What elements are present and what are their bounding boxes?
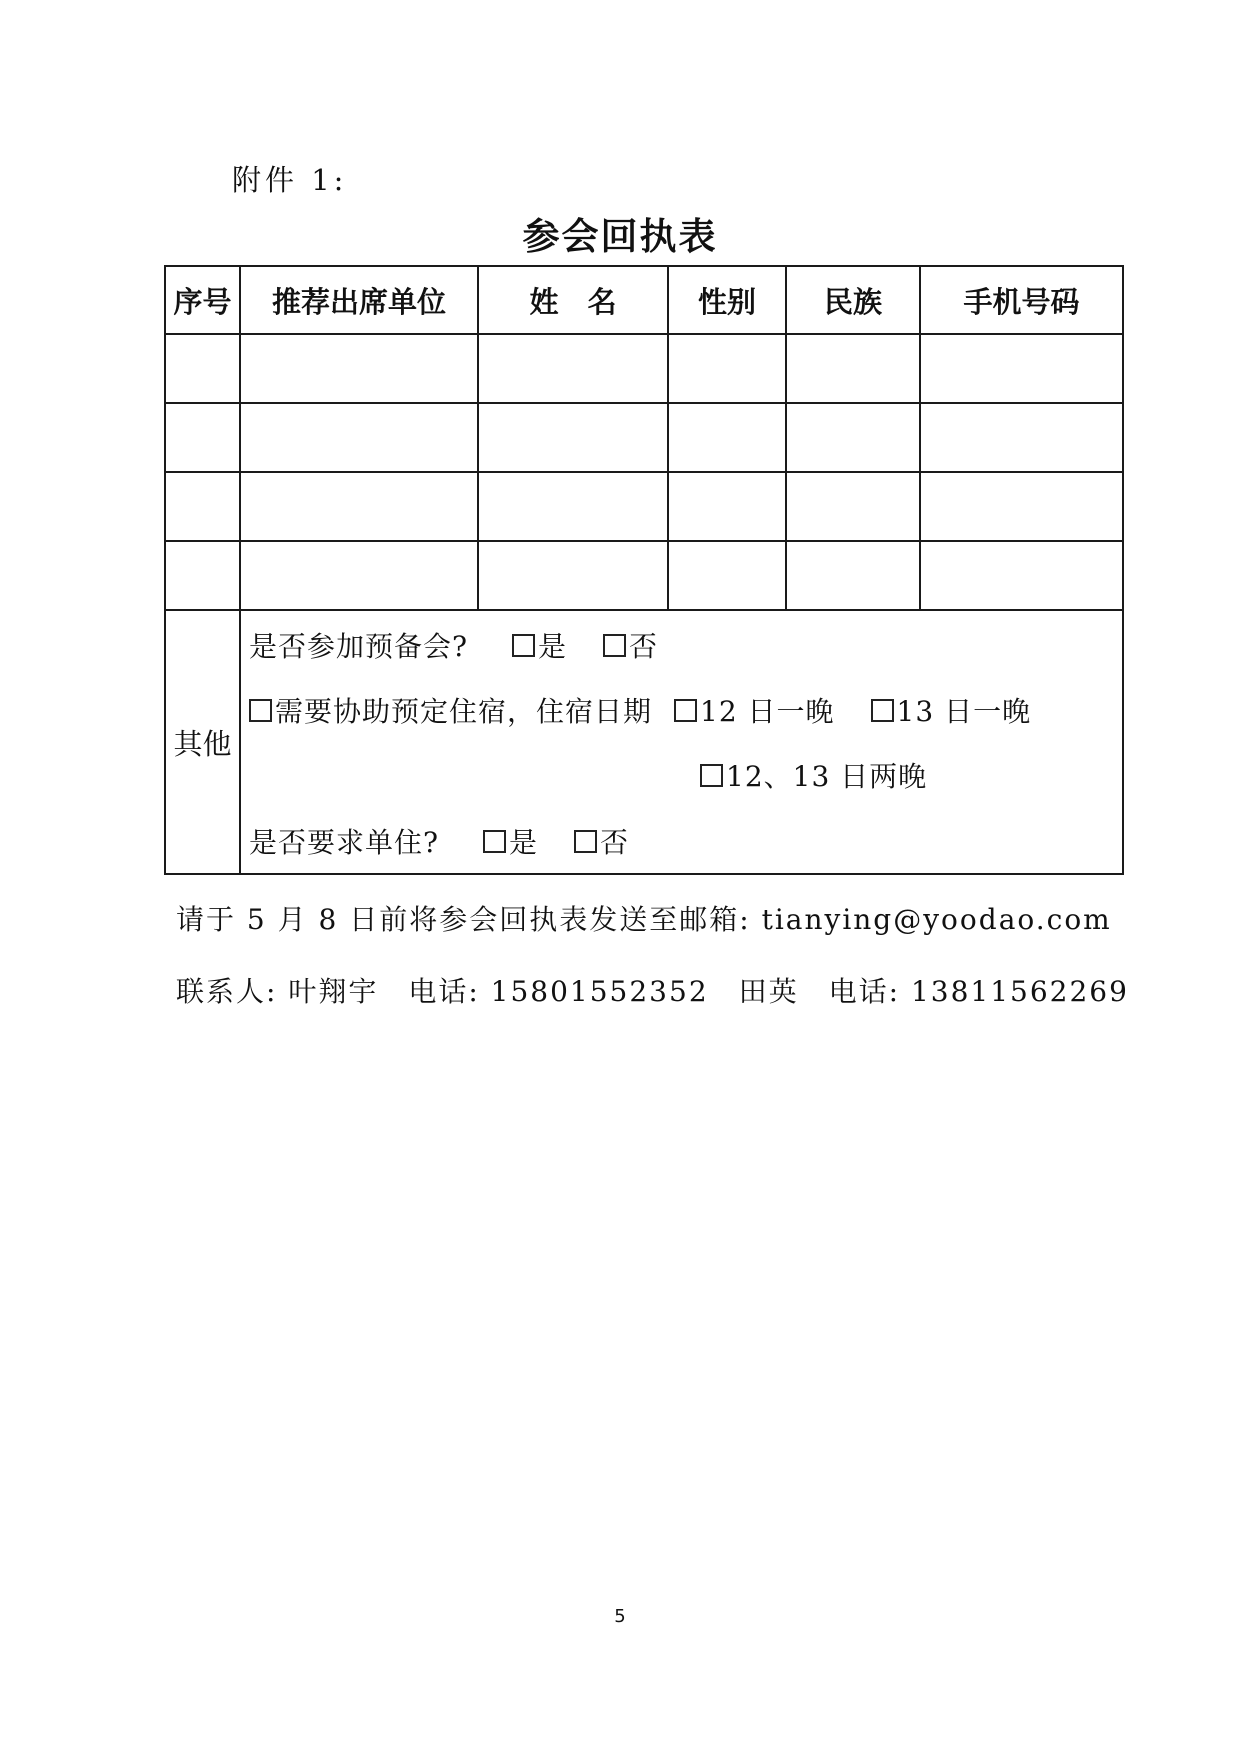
cell-unit[interactable] — [240, 541, 478, 610]
header-row — [165, 266, 1123, 334]
cell-ethnicity[interactable] — [786, 472, 920, 541]
single-room-question: 是否要求单住? — [249, 826, 440, 859]
single-yes-checkbox[interactable] — [483, 830, 506, 853]
contact-note: 联系人: 叶翔宇 电话: 15801552352 田英 电话: 13811562269 — [176, 975, 1129, 1008]
cell-unit[interactable] — [240, 334, 478, 403]
table-row — [165, 334, 1123, 403]
both-nights-line — [700, 755, 927, 795]
lodging-line — [249, 690, 1031, 730]
cell-unit[interactable] — [240, 472, 478, 541]
attachment-label: 附件 1: — [232, 163, 348, 197]
cell-name[interactable] — [478, 334, 668, 403]
both-nights-checkbox[interactable] — [700, 764, 723, 787]
cell-gender[interactable] — [668, 403, 786, 472]
night-12-label: 12 日一晚 — [700, 695, 835, 728]
cell-ethnicity[interactable] — [786, 334, 920, 403]
other-row — [165, 610, 1123, 874]
cell-seq[interactable] — [165, 334, 240, 403]
other-label: 其他 — [165, 610, 240, 874]
night-12-checkbox[interactable] — [674, 699, 697, 722]
single-yes-label: 是 — [509, 826, 539, 859]
cell-name[interactable] — [478, 541, 668, 610]
night-13-label: 13 日一晚 — [896, 695, 1032, 728]
cell-ethnicity[interactable] — [786, 403, 920, 472]
reply-form-table — [164, 265, 1124, 875]
cell-name[interactable] — [478, 403, 668, 472]
header-gender: 性别 — [668, 266, 786, 334]
table-row — [165, 472, 1123, 541]
header-ethnicity: 民族 — [786, 266, 920, 334]
both-nights-label: 12、13 日两晚 — [726, 760, 928, 793]
cell-seq[interactable] — [165, 541, 240, 610]
cell-gender[interactable] — [668, 472, 786, 541]
table-row — [165, 403, 1123, 472]
prep-yes-label: 是 — [538, 630, 568, 663]
cell-gender[interactable] — [668, 541, 786, 610]
cell-phone[interactable] — [920, 334, 1123, 403]
header-phone: 手机号码 — [920, 266, 1123, 334]
cell-phone[interactable] — [920, 472, 1123, 541]
prep-meeting-question: 是否参加预备会? — [249, 630, 469, 663]
other-options — [240, 610, 1123, 874]
deadline-note: 请于 5 月 8 日前将参会回执表发送至邮箱: tianying@yoodao.com — [176, 903, 1112, 936]
cell-unit[interactable] — [240, 403, 478, 472]
prep-yes-checkbox[interactable] — [512, 634, 535, 657]
single-room-line — [249, 821, 629, 861]
prep-no-label: 否 — [629, 630, 659, 663]
lodging-checkbox[interactable] — [249, 699, 272, 722]
cell-seq[interactable] — [165, 472, 240, 541]
prep-no-checkbox[interactable] — [603, 634, 626, 657]
header-unit: 推荐出席单位 — [240, 266, 478, 334]
cell-phone[interactable] — [920, 541, 1123, 610]
single-no-label: 否 — [600, 826, 630, 859]
cell-gender[interactable] — [668, 334, 786, 403]
night-13-checkbox[interactable] — [871, 699, 894, 722]
page-number: 5 — [614, 1606, 626, 1627]
lodging-question: 需要协助预定住宿，住宿日期 — [275, 695, 653, 728]
prep-meeting-line — [249, 625, 658, 665]
cell-ethnicity[interactable] — [786, 541, 920, 610]
single-no-checkbox[interactable] — [574, 830, 597, 853]
cell-name[interactable] — [478, 472, 668, 541]
cell-seq[interactable] — [165, 403, 240, 472]
header-name: 姓 名 — [478, 266, 668, 334]
table-row — [165, 541, 1123, 610]
page-title: 参会回执表 — [522, 215, 718, 258]
header-seq: 序号 — [165, 266, 240, 334]
cell-phone[interactable] — [920, 403, 1123, 472]
